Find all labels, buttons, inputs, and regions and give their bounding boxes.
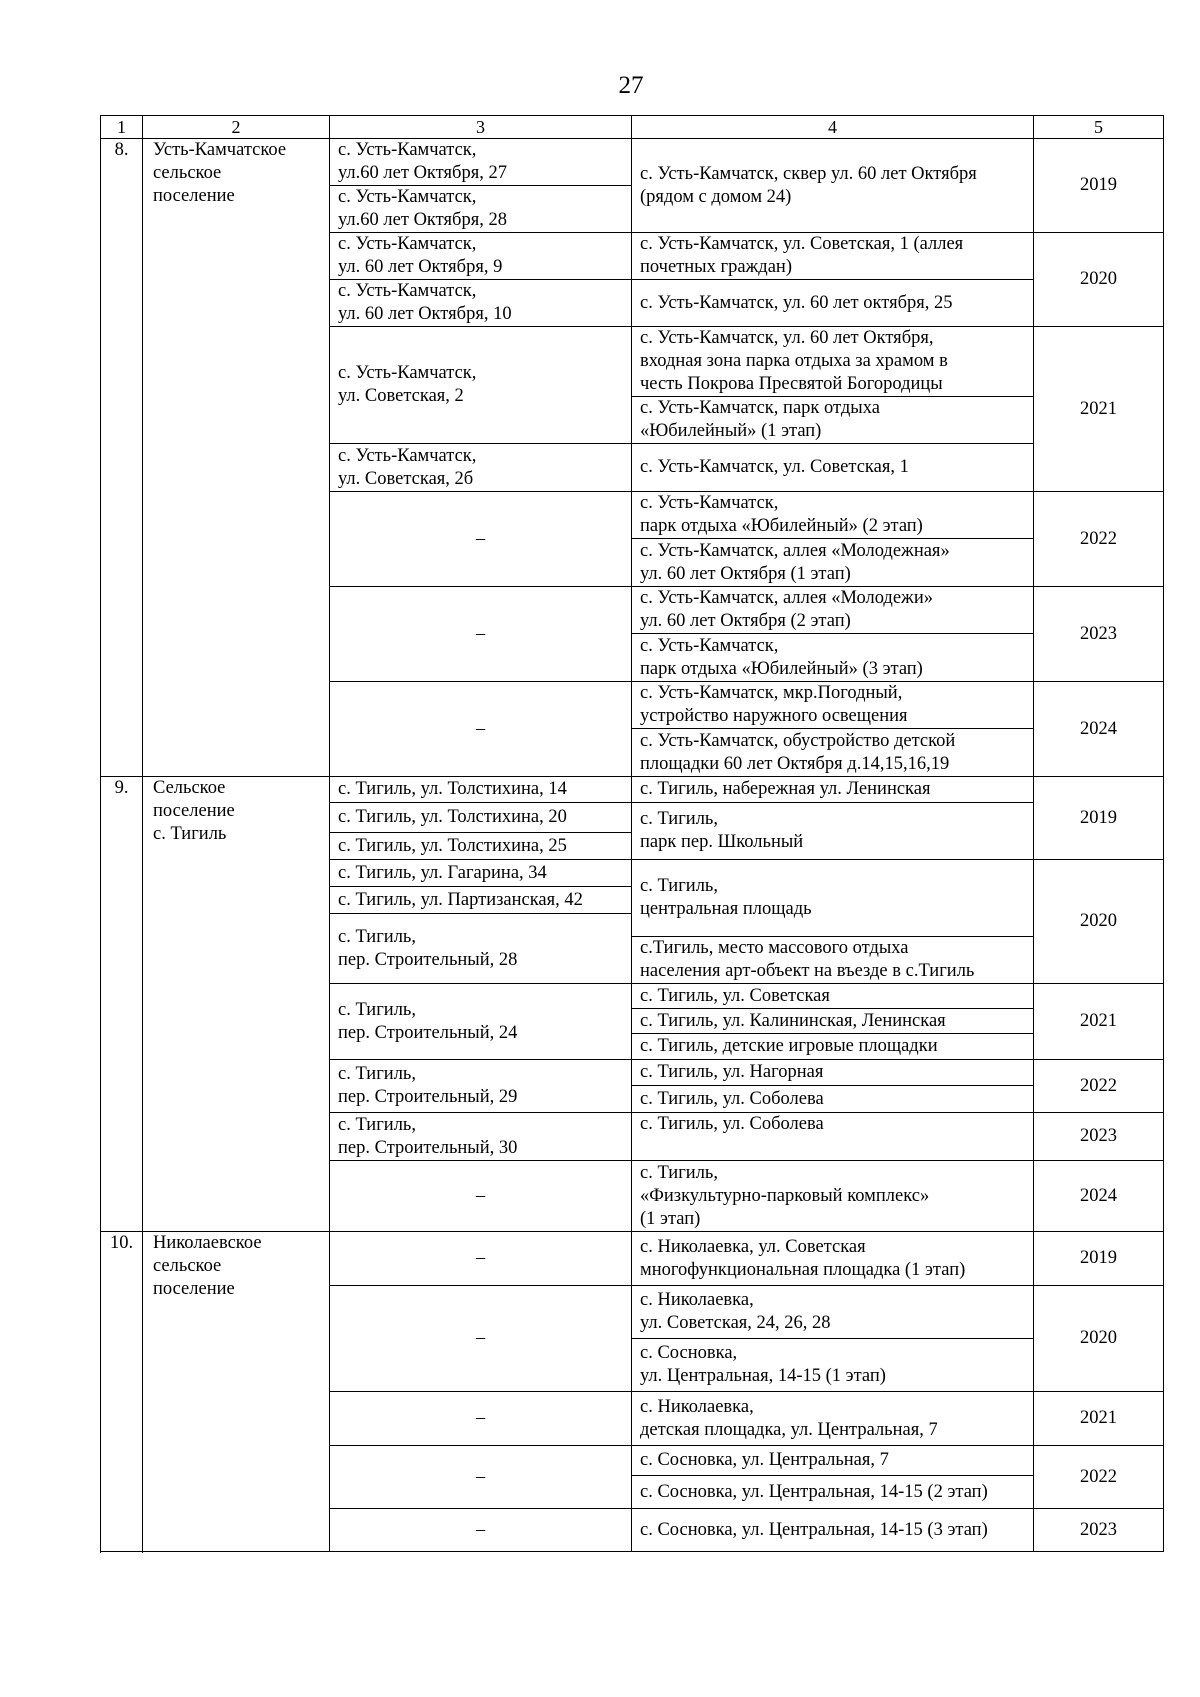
year-cell: 2022: [1034, 492, 1164, 587]
settlement-name: Усть-Камчатское сельское поселение: [143, 139, 330, 777]
public-space: с. Усть-Камчатск, аллея «Молодежная» ул. 60 лет Октября (1 этап): [632, 539, 1034, 587]
public-space: с. Усть-Камчатск, парк отдыха «Юбилейный» (2 этап): [632, 492, 1034, 539]
public-space: с. Усть-Камчатск, аллея «Молодежи» ул. 60 лет Октября (2 этап): [632, 587, 1034, 634]
yard-address: с. Усть-Камчатск, ул. 60 лет Октября, 9: [330, 233, 632, 280]
public-space: с. Тигиль, набережная ул. Ленинская: [632, 777, 1034, 803]
public-space: с. Усть-Камчатск, ул. 60 лет Октября, входная зона парка отдыха за храмом в честь Покрова Пресвятой Богородицы: [632, 327, 1034, 397]
public-space: с. Тигиль, ул. Соболева: [632, 1113, 1034, 1161]
year-cell: 2023: [1034, 1509, 1164, 1552]
public-space: с. Тигиль, ул. Соболева: [632, 1086, 1034, 1113]
empty-address-dash: –: [330, 492, 632, 587]
year-cell: 2023: [1034, 587, 1164, 682]
yard-address: с. Усть-Камчатск, ул. Советская, 2: [330, 327, 632, 444]
row-number: 8.: [101, 139, 143, 777]
column-header: 4: [632, 116, 1034, 139]
year-cell: 2023: [1034, 1113, 1164, 1161]
row-number: 10.: [101, 1232, 143, 1552]
year-cell: 2021: [1034, 327, 1164, 492]
yard-address: с. Тигиль, ул. Толстихина, 25: [330, 833, 632, 860]
public-space: с. Николаевка, детская площадка, ул. Центральная, 7: [632, 1392, 1034, 1446]
public-space: с. Усть-Камчатск, ул. Советская, 1: [632, 444, 1034, 492]
yard-address: с. Усть-Камчатск, ул.60 лет Октября, 27: [330, 139, 632, 186]
empty-address-dash: –: [330, 1161, 632, 1232]
year-cell: 2022: [1034, 1060, 1164, 1113]
yard-address: с. Тигиль, пер. Строительный, 29: [330, 1060, 632, 1113]
year-cell: 2019: [1034, 777, 1164, 860]
public-space: с. Тигиль, детские игровые площадки: [632, 1034, 1034, 1060]
yard-address: с. Тигиль, пер. Строительный, 24: [330, 984, 632, 1060]
year-cell: 2024: [1034, 682, 1164, 777]
empty-address-dash: –: [330, 1392, 632, 1446]
yard-address: с. Тигиль, ул. Толстихина, 14: [330, 777, 632, 803]
column-header: 3: [330, 116, 632, 139]
page-number: 27: [618, 72, 644, 99]
public-space: с. Сосновка, ул. Центральная, 14-15 (3 этап): [632, 1509, 1034, 1552]
empty-address-dash: –: [330, 682, 632, 777]
yard-address: с. Усть-Камчатск, ул. 60 лет Октября, 10: [330, 280, 632, 327]
settlement-name: Сельское поселение с. Тигиль: [143, 777, 330, 1232]
year-cell: 2021: [1034, 984, 1164, 1060]
public-space: с. Тигиль, ул. Калининская, Ленинская: [632, 1009, 1034, 1034]
year-cell: 2022: [1034, 1446, 1164, 1509]
public-space: с. Тигиль, ул. Нагорная: [632, 1060, 1034, 1086]
yard-address: с. Тигиль, ул. Толстихина, 20: [330, 803, 632, 833]
public-space: с. Сосновка, ул. Центральная, 14-15 (1 этап): [632, 1339, 1034, 1392]
public-space: с. Тигиль, парк пер. Школьный: [632, 803, 1034, 860]
year-cell: 2020: [1034, 1286, 1164, 1392]
improvement-schedule-table: [100, 115, 1164, 1552]
settlement-name: Николаевское сельское поселение: [143, 1232, 330, 1552]
empty-address-dash: –: [330, 587, 632, 682]
public-space: с. Николаевка, ул. Советская, 24, 26, 28: [632, 1286, 1034, 1339]
public-space: с. Николаевка, ул. Советская многофункциональная площадка (1 этап): [632, 1232, 1034, 1286]
public-space: с. Тигиль, «Физкультурно-парковый комплекс» (1 этап): [632, 1161, 1034, 1232]
year-cell: 2019: [1034, 1232, 1164, 1286]
empty-address-dash: –: [330, 1509, 632, 1552]
row-number: 9.: [101, 777, 143, 1232]
yard-address: с. Тигиль, пер. Строительный, 28: [330, 914, 632, 984]
column-header: 5: [1034, 116, 1164, 139]
public-space: с. Усть-Камчатск, ул. 60 лет октября, 25: [632, 280, 1034, 327]
public-space: с. Усть-Камчатск, обустройство детской площадки 60 лет Октября д.14,15,16,19: [632, 729, 1034, 777]
year-cell: 2021: [1034, 1392, 1164, 1446]
public-space: с. Тигиль, ул. Советская: [632, 984, 1034, 1009]
column-header: 2: [143, 116, 330, 139]
empty-address-dash: –: [330, 1232, 632, 1286]
yard-address: с. Тигиль, ул. Гагарина, 34: [330, 860, 632, 887]
yard-address: с. Усть-Камчатск, ул.60 лет Октября, 28: [330, 186, 632, 233]
public-space: с. Усть-Камчатск, сквер ул. 60 лет Октября (рядом с домом 24): [632, 139, 1034, 233]
public-space: с.Тигиль, место массового отдыха населения арт-объект на въезде в с.Тигиль: [632, 937, 1034, 984]
empty-address-dash: –: [330, 1446, 632, 1509]
column-header: 1: [101, 116, 143, 139]
yard-address: с. Усть-Камчатск, ул. Советская, 2б: [330, 444, 632, 492]
public-space: с. Усть-Камчатск, парк отдыха «Юбилейный» (1 этап): [632, 397, 1034, 444]
empty-address-dash: –: [330, 1286, 632, 1392]
yard-address: с. Тигиль, ул. Партизанская, 42: [330, 887, 632, 914]
public-space: с. Усть-Камчатск, ул. Советская, 1 (аллея почетных граждан): [632, 233, 1034, 280]
public-space: с. Сосновка, ул. Центральная, 7: [632, 1446, 1034, 1476]
public-space: с. Тигиль, центральная площадь: [632, 860, 1034, 937]
year-cell: 2020: [1034, 860, 1164, 984]
public-space: с. Усть-Камчатск, мкр.Погодный, устройство наружного освещения: [632, 682, 1034, 729]
public-space: с. Усть-Камчатск, парк отдыха «Юбилейный» (3 этап): [632, 634, 1034, 682]
year-cell: 2020: [1034, 233, 1164, 327]
public-space: с. Сосновка, ул. Центральная, 14-15 (2 этап): [632, 1476, 1034, 1509]
yard-address: с. Тигиль, пер. Строительный, 30: [330, 1113, 632, 1161]
year-cell: 2024: [1034, 1161, 1164, 1232]
year-cell: 2019: [1034, 139, 1164, 233]
column-number-row: [101, 116, 1164, 139]
